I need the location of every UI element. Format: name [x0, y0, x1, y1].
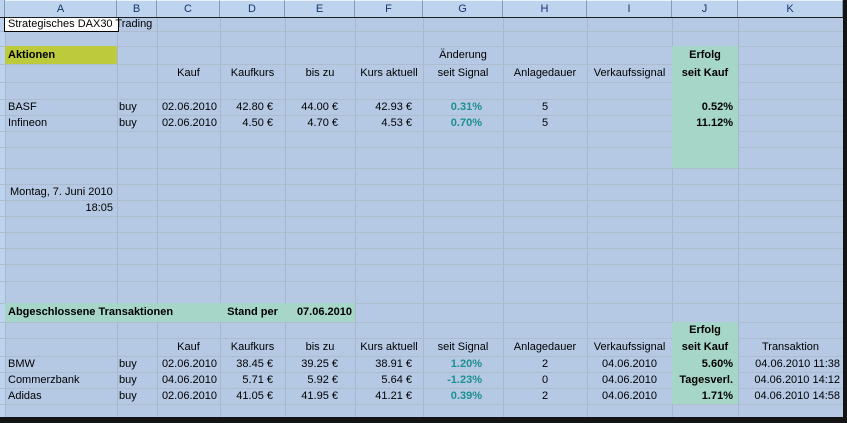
seit-signal-cell[interactable]: 1.20% — [450, 358, 482, 370]
bis-zu-header[interactable]: bis zu — [305, 341, 335, 353]
transaktion-header[interactable]: Transaktion — [761, 341, 820, 353]
kaufkurs-cell[interactable]: 5.71 € — [242, 374, 273, 386]
column-header-I[interactable]: I — [587, 0, 672, 17]
current-time-cell[interactable]: 18:05 — [85, 202, 113, 214]
verkaufssignal-cell[interactable]: 04.06.2010 — [601, 390, 658, 402]
stock-name-cell[interactable]: Infineon — [8, 117, 48, 129]
seit-kauf-header[interactable]: seit Kauf — [681, 341, 729, 353]
action-cell[interactable]: buy — [119, 101, 137, 113]
aktionen-section-label[interactable]: Aktionen — [8, 49, 56, 61]
kurs-aktuell-cell[interactable]: 4.53 € — [381, 117, 412, 129]
anlagedauer-cell[interactable]: 0 — [541, 374, 549, 386]
erfolg-header[interactable]: Erfolg — [689, 324, 721, 336]
table-row — [0, 115, 843, 131]
bis-zu-cell[interactable]: 4.70 € — [307, 117, 338, 129]
stand-per-date[interactable]: 07.06.2010 — [296, 306, 352, 318]
erfolg-header[interactable]: Erfolg — [689, 49, 721, 61]
stock-name-cell[interactable]: BASF — [8, 101, 37, 113]
header-divider-line — [0, 17, 847, 18]
anlagedauer-cell[interactable]: 2 — [541, 390, 549, 402]
kaufkurs-cell[interactable]: 38.45 € — [236, 358, 273, 370]
bis-zu-cell[interactable]: 39.25 € — [301, 358, 338, 370]
transaktion-cell[interactable]: 04.06.2010 11:38 — [755, 358, 840, 370]
kurs-aktuell-cell[interactable]: 38.91 € — [375, 358, 412, 370]
bis-zu-cell[interactable]: 41.95 € — [301, 390, 338, 402]
kauf-date-cell[interactable]: 02.06.2010 — [161, 101, 217, 113]
column-header-J[interactable]: J — [672, 0, 738, 17]
sheet-title-cell[interactable]: Strategisches DAX30 Trading — [8, 18, 153, 30]
column-header-D[interactable]: D — [220, 0, 285, 17]
erfolg-cell[interactable]: 11.12% — [696, 117, 733, 129]
column-header-G[interactable]: G — [423, 0, 503, 17]
action-cell[interactable]: buy — [119, 390, 137, 402]
kaufkurs-cell[interactable]: 4.50 € — [242, 117, 273, 129]
kaufkurs-header[interactable]: Kaufkurs — [230, 67, 275, 79]
action-cell[interactable]: buy — [119, 358, 137, 370]
erfolg-cell[interactable]: 5.60% — [701, 358, 733, 370]
bis-zu-header[interactable]: bis zu — [305, 67, 335, 79]
seit-signal-cell[interactable]: 0.31% — [450, 101, 482, 113]
kauf-date-cell[interactable]: 02.06.2010 — [161, 390, 217, 402]
gridline-horizontal — [0, 31, 843, 32]
gridline-horizontal — [0, 281, 843, 282]
stand-per-label[interactable]: Stand per — [227, 306, 278, 318]
anlagedauer-header[interactable]: Anlagedauer — [513, 341, 577, 353]
stock-name-cell[interactable]: Commerzbank — [8, 374, 80, 386]
seit-signal-cell[interactable]: -1.23% — [447, 374, 482, 386]
seit-kauf-header[interactable]: seit Kauf — [681, 67, 729, 79]
table-row — [0, 388, 843, 404]
column-header-F[interactable]: F — [355, 0, 423, 17]
bis-zu-cell[interactable]: 44.00 € — [301, 101, 338, 113]
column-header-B[interactable]: B — [117, 0, 157, 17]
stock-name-cell[interactable]: Adidas — [8, 390, 42, 402]
gridline-horizontal — [0, 216, 843, 217]
kauf-date-cell[interactable]: 02.06.2010 — [161, 117, 217, 129]
current-date-cell[interactable]: Montag, 7. Juni 2010 — [10, 186, 113, 198]
erfolg-cell[interactable]: Tagesverl. — [679, 374, 733, 386]
stock-name-cell[interactable]: BMW — [8, 358, 35, 370]
seit-signal-cell[interactable]: 0.70% — [450, 117, 482, 129]
kauf-header[interactable]: Kauf — [177, 67, 200, 79]
gridline-horizontal — [0, 168, 843, 169]
erfolg-cell[interactable]: 0.52% — [701, 101, 733, 113]
kurs-aktuell-cell[interactable]: 42.93 € — [375, 101, 412, 113]
column-header-strip — [0, 0, 843, 17]
action-cell[interactable]: buy — [119, 117, 137, 129]
column-header-A[interactable]: A — [5, 0, 117, 17]
kaufkurs-header[interactable]: Kaufkurs — [230, 341, 275, 353]
action-cell[interactable]: buy — [119, 374, 137, 386]
column-header-K[interactable]: K — [738, 0, 843, 17]
verkaufssignal-header[interactable]: Verkaufssignal — [593, 67, 666, 79]
anlagedauer-cell[interactable]: 5 — [541, 101, 549, 113]
anlagedauer-cell[interactable]: 5 — [541, 117, 549, 129]
window-right-edge — [843, 0, 847, 423]
bis-zu-cell[interactable]: 5.92 € — [307, 374, 338, 386]
transaktion-cell[interactable]: 04.06.2010 14:58 — [754, 390, 840, 402]
kaufkurs-cell[interactable]: 42.80 € — [236, 101, 273, 113]
kaufkurs-cell[interactable]: 41.05 € — [236, 390, 273, 402]
kauf-header[interactable]: Kauf — [177, 341, 200, 353]
abgeschlossene-section-label[interactable]: Abgeschlossene Transaktionen — [8, 306, 174, 318]
column-header-C[interactable]: C — [157, 0, 220, 17]
transaktion-cell[interactable]: 04.06.2010 14:12 — [754, 374, 840, 386]
gridline-horizontal — [0, 264, 843, 265]
column-header-H[interactable]: H — [503, 0, 587, 17]
aenderung-header[interactable]: Änderung — [439, 49, 487, 61]
table-row — [0, 356, 843, 372]
kurs-aktuell-cell[interactable]: 5.64 € — [381, 374, 412, 386]
window-bottom-edge — [0, 417, 847, 423]
gridline-horizontal — [0, 232, 843, 233]
gridline-horizontal — [0, 404, 843, 405]
anlagedauer-cell[interactable]: 2 — [541, 358, 549, 370]
gridline-horizontal — [0, 248, 843, 249]
kurs-aktuell-header[interactable]: Kurs aktuell — [360, 341, 418, 353]
verkaufssignal-cell[interactable]: 04.06.2010 — [601, 374, 658, 386]
seit-signal-header[interactable]: seit Signal — [437, 341, 489, 353]
anlagedauer-header[interactable]: Anlagedauer — [513, 67, 577, 79]
kurs-aktuell-header[interactable]: Kurs aktuell — [360, 67, 418, 79]
table-row — [0, 99, 843, 115]
kauf-date-cell[interactable]: 02.06.2010 — [161, 358, 217, 370]
erfolg-cell[interactable]: 1.71% — [701, 390, 733, 402]
verkaufssignal-cell[interactable]: 04.06.2010 — [601, 358, 658, 370]
table-row — [0, 372, 843, 388]
kauf-date-cell[interactable]: 04.06.2010 — [161, 374, 217, 386]
verkaufssignal-header[interactable]: Verkaufssignal — [593, 341, 666, 353]
column-header-E[interactable]: E — [285, 0, 355, 17]
seit-signal-cell[interactable]: 0.39% — [450, 390, 482, 402]
seit-signal-header[interactable]: seit Signal — [437, 67, 489, 79]
kurs-aktuell-cell[interactable]: 41.21 € — [375, 390, 412, 402]
